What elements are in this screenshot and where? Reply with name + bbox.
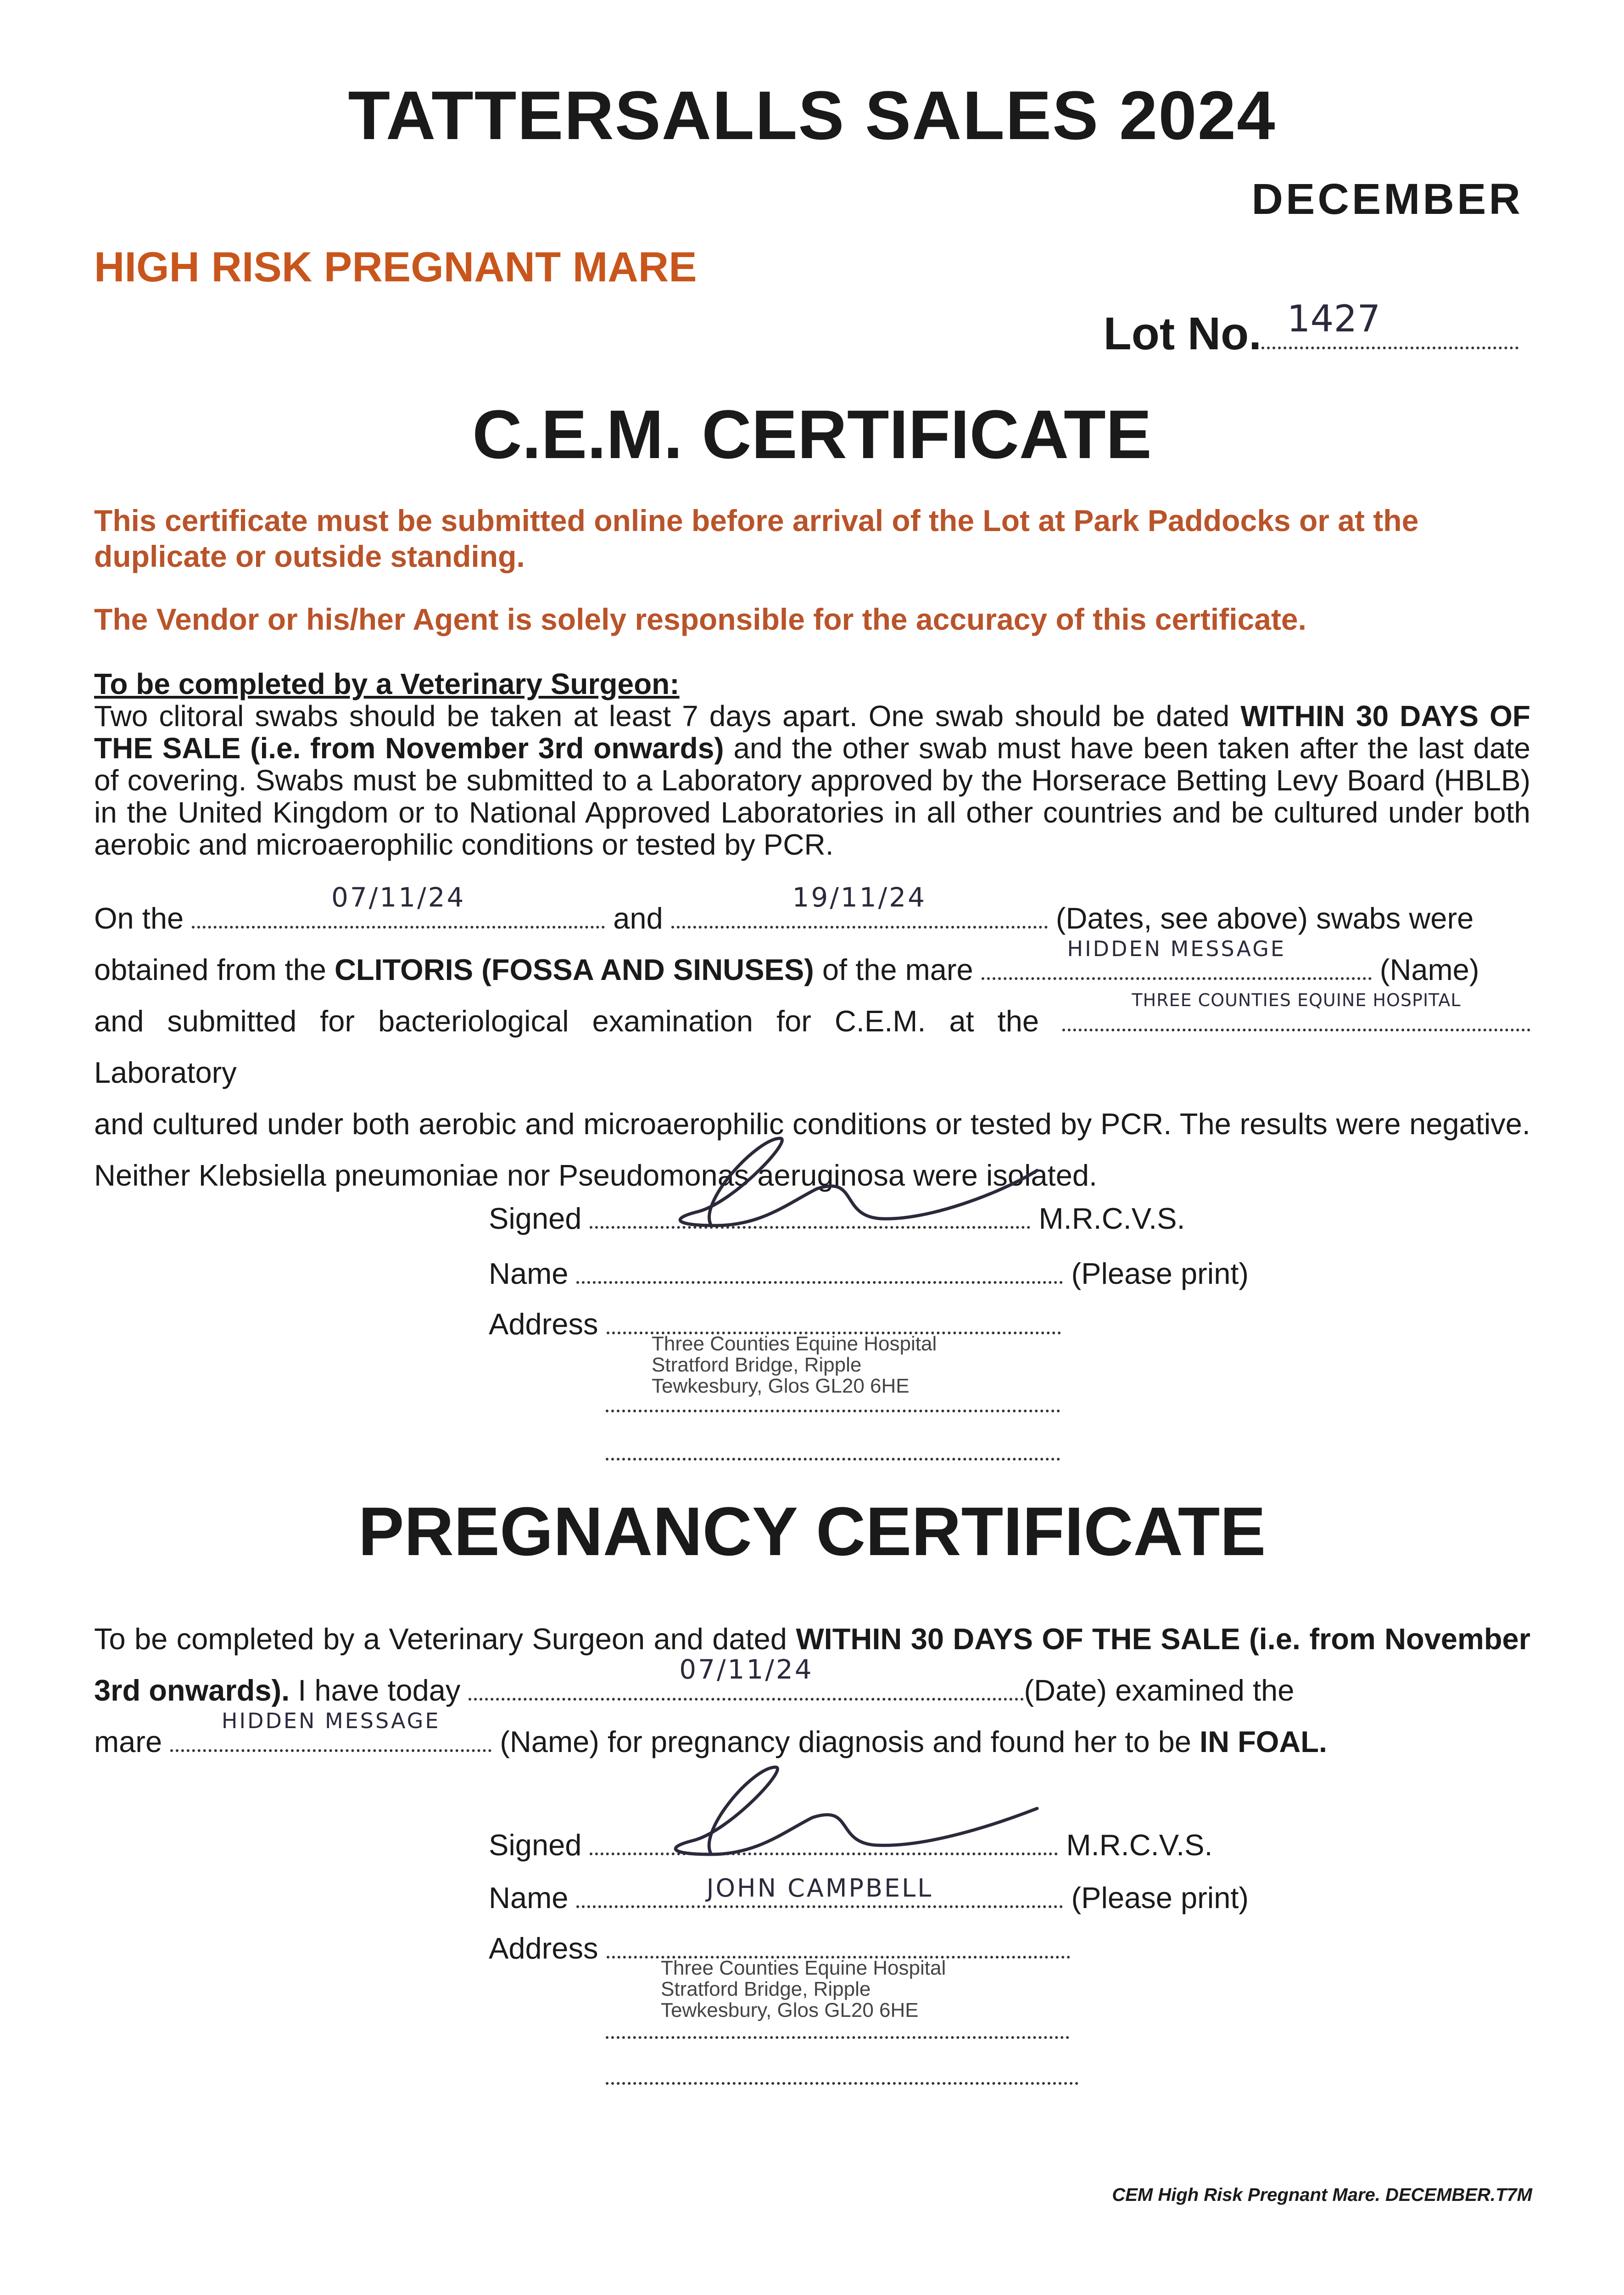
clitoris-text: CLITORIS (FOSSA AND SINUSES) xyxy=(334,953,814,986)
swab-date-1: 07/11/24 xyxy=(331,882,466,913)
instruction-text-1: Two clitoral swabs should be taken at least 7 days apart. One swab should be dated xyxy=(94,700,1241,733)
preg-address-line-2: Stratford Bridge, Ripple xyxy=(661,1978,871,2000)
lot-number-field xyxy=(1103,297,1518,360)
exam-date: 07/11/24 xyxy=(679,1654,814,1685)
cem-vet-signature xyxy=(642,1120,1055,1239)
of-the-mare-text: of the mare xyxy=(814,953,973,986)
preg-mare-name-field xyxy=(170,1708,491,1752)
swab-date-2: 19/11/24 xyxy=(792,882,927,913)
preg-bold-text: WITHIN 30 DAYS OF THE SALE (i.e. from November 3rd onwards). xyxy=(94,1622,1531,1707)
cem-name-row xyxy=(489,1255,1249,1291)
mare-category: HIGH RISK PREGNANT MARE xyxy=(94,244,697,291)
swab-date-1-field xyxy=(192,882,605,929)
cem-address-line-1: Three Counties Equine Hospital xyxy=(652,1332,937,1355)
name-note: (Name) xyxy=(1379,953,1479,986)
preg-mare-name: HIDDEN MESSAGE xyxy=(221,1708,441,1733)
instruction-bold-text: WITHIN 30 DAYS OF THE SALE (i.e. from November 3rd onwards) xyxy=(94,700,1531,765)
cem-vet-name-field xyxy=(576,1255,1063,1284)
preg-address-line-1: Three Counties Equine Hospital xyxy=(661,1957,946,1979)
submission-warning: This certificate must be submitted online before arrival of the Lot at Park Paddocks or at the duplicate or outside standing. xyxy=(94,504,1419,573)
preg-address-stamp xyxy=(661,1958,946,2021)
preg-name-row xyxy=(489,1874,1249,1915)
cem-mare-name: HIDDEN MESSAGE xyxy=(1067,936,1286,961)
exam-date-field xyxy=(469,1654,1024,1701)
cem-name-label: Name xyxy=(489,1257,569,1290)
cem-address-dots-3 xyxy=(606,1432,1060,1463)
cem-address-stamp xyxy=(652,1333,937,1397)
cem-certificate-title: C.E.M. CERTIFICATE xyxy=(472,396,1152,473)
laboratory-field xyxy=(1062,990,1530,1031)
obtained-from-text: obtained from the xyxy=(94,953,335,986)
on-the-label: On the xyxy=(94,901,184,935)
preg-please-print: (Please print) xyxy=(1071,1881,1249,1914)
preg-mare-label: mare xyxy=(94,1725,162,1758)
laboratory-name: THREE COUNTIES EQUINE HOSPITAL xyxy=(1132,990,1461,1010)
and-label: and xyxy=(613,901,663,935)
preg-vet-name: JOHN CAMPBELL xyxy=(706,1874,933,1903)
pregnancy-vet-signature xyxy=(633,1744,1046,1864)
preg-vet-name-field xyxy=(576,1874,1063,1908)
dates-note: (Dates, see above) swabs were xyxy=(1055,901,1474,935)
results-text: and cultured under both aerobic and microaerophilic conditions or tested by PCR. The results were negative. Neither Klebsiella pneumoniae nor Pseudomonas aeruginosa were isolated. xyxy=(94,1107,1530,1192)
instruction-heading: To be completed by a Veterinary Surgeon: xyxy=(94,667,680,700)
form-reference: CEM High Risk Pregnant Mare. DECEMBER.T7M xyxy=(1112,2185,1532,2205)
lot-label: Lot No. xyxy=(1103,308,1261,359)
vet-instructions xyxy=(94,668,1530,861)
cem-address-line-3: Tewkesbury, Glos GL20 6HE xyxy=(652,1375,910,1397)
cem-address-label: Address xyxy=(489,1307,598,1341)
laboratory-word: Laboratory xyxy=(94,1056,237,1089)
cem-please-print: (Please print) xyxy=(1071,1257,1249,1290)
lot-number-value: 1427 xyxy=(1287,297,1381,340)
cem-signed-label: Signed xyxy=(489,1202,582,1235)
document-title: TATTERSALLS SALES 2024 xyxy=(348,77,1276,154)
vendor-responsibility-warning: The Vendor or his/her Agent is solely responsible for the accuracy of this certificate. xyxy=(94,602,1306,636)
instruction-text-2: and the other swab must have been taken after the last date of covering. Swabs must be submitted to a Laboratory approved by the Horserace Betting Levy Board (HBLB) in the United Kingdom or to National Approved Laboratories in all other countries and be cultured under both aerobic and microaerophilic conditions or tested by PCR. xyxy=(94,732,1531,861)
cem-address-line-2: Stratford Bridge, Ripple xyxy=(652,1354,862,1376)
preg-mrcvs: M.R.C.V.S. xyxy=(1066,1828,1213,1862)
submitted-for-text: and submitted for bacteriological examination for C.E.M. at the xyxy=(94,1004,1039,1038)
preg-text-1: To be completed by a Veterinary Surgeon and dated xyxy=(94,1622,796,1656)
date-note: (Date) examined the xyxy=(1024,1674,1295,1707)
sale-month: DECEMBER xyxy=(1251,175,1523,224)
cem-mrcvs: M.R.C.V.S. xyxy=(1038,1202,1185,1235)
pregnancy-certificate-title: PREGNANCY CERTIFICATE xyxy=(358,1493,1266,1570)
preg-signed-label: Signed xyxy=(489,1828,582,1862)
preg-name-label: Name xyxy=(489,1881,569,1914)
preg-text-2: I have today xyxy=(290,1674,461,1707)
preg-text-3: (Name) for pregnancy diagnosis and found her to be xyxy=(500,1725,1200,1758)
preg-address-label: Address xyxy=(489,1931,598,1965)
preg-address-dots-3 xyxy=(606,2056,1078,2087)
preg-address-line-3: Tewkesbury, Glos GL20 6HE xyxy=(661,1999,919,2021)
in-foal-result: IN FOAL. xyxy=(1200,1725,1328,1758)
